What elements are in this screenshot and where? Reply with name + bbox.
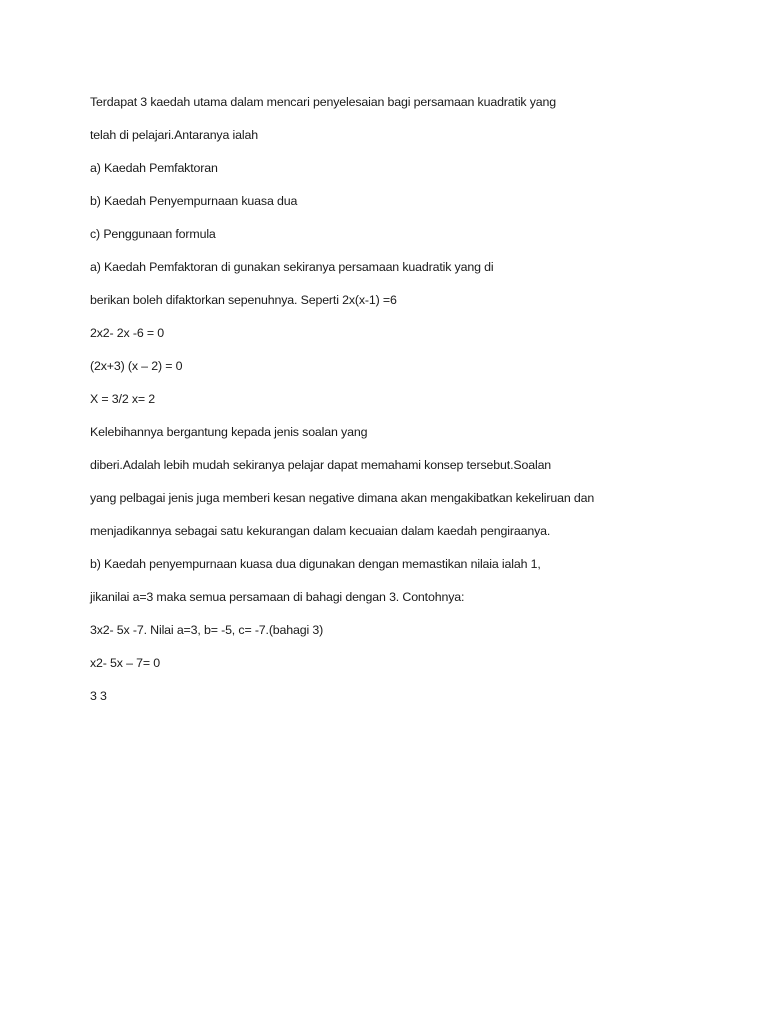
equation-line: 3 3 bbox=[90, 689, 107, 703]
text-line: jikanilai a=3 maka semua persamaan di bahagi dengan 3. Contohnya: bbox=[90, 590, 465, 604]
text-line: Kelebihannya bergantung kepada jenis soalan yang bbox=[90, 425, 368, 439]
text-line: Terdapat 3 kaedah utama dalam mencari penyelesaian bagi persamaan kuadratik yang bbox=[90, 95, 557, 109]
equation-line: 2x2- 2x -6 = 0 bbox=[90, 326, 165, 340]
text-line: telah di pelajari.Antaranya ialah bbox=[90, 128, 258, 142]
equation-line: x2- 5x – 7= 0 bbox=[90, 656, 161, 670]
list-item: a) Kaedah Pemfaktoran bbox=[90, 161, 218, 175]
document-body bbox=[90, 92, 690, 719]
text-line: b) Kaedah penyempurnaan kuasa dua digunakan dengan memastikan nilaia ialah 1, bbox=[90, 557, 541, 571]
text-line: a) Kaedah Pemfaktoran di gunakan sekiranya persamaan kuadratik yang di bbox=[90, 260, 494, 274]
list-item: b) Kaedah Penyempurnaan kuasa dua bbox=[90, 194, 298, 208]
text-line: yang pelbagai jenis juga memberi kesan negative dimana akan mengakibatkan kekeliruan dan bbox=[90, 491, 595, 505]
list-item: c) Penggunaan formula bbox=[90, 227, 216, 241]
equation-line: 3x2- 5x -7. Nilai a=3, b= -5, c= -7.(bahagi 3) bbox=[90, 623, 324, 637]
equation-line: (2x+3) (x – 2) = 0 bbox=[90, 359, 183, 373]
text-line: berikan boleh difaktorkan sepenuhnya. Seperti 2x(x-1) =6 bbox=[90, 293, 397, 307]
text-line: diberi.Adalah lebih mudah sekiranya pelajar dapat memahami konsep tersebut.Soalan bbox=[90, 458, 552, 472]
equation-line: X = 3/2 x= 2 bbox=[90, 392, 156, 406]
text-line: menjadikannya sebagai satu kekurangan dalam kecuaian dalam kaedah pengiraanya. bbox=[90, 524, 551, 538]
